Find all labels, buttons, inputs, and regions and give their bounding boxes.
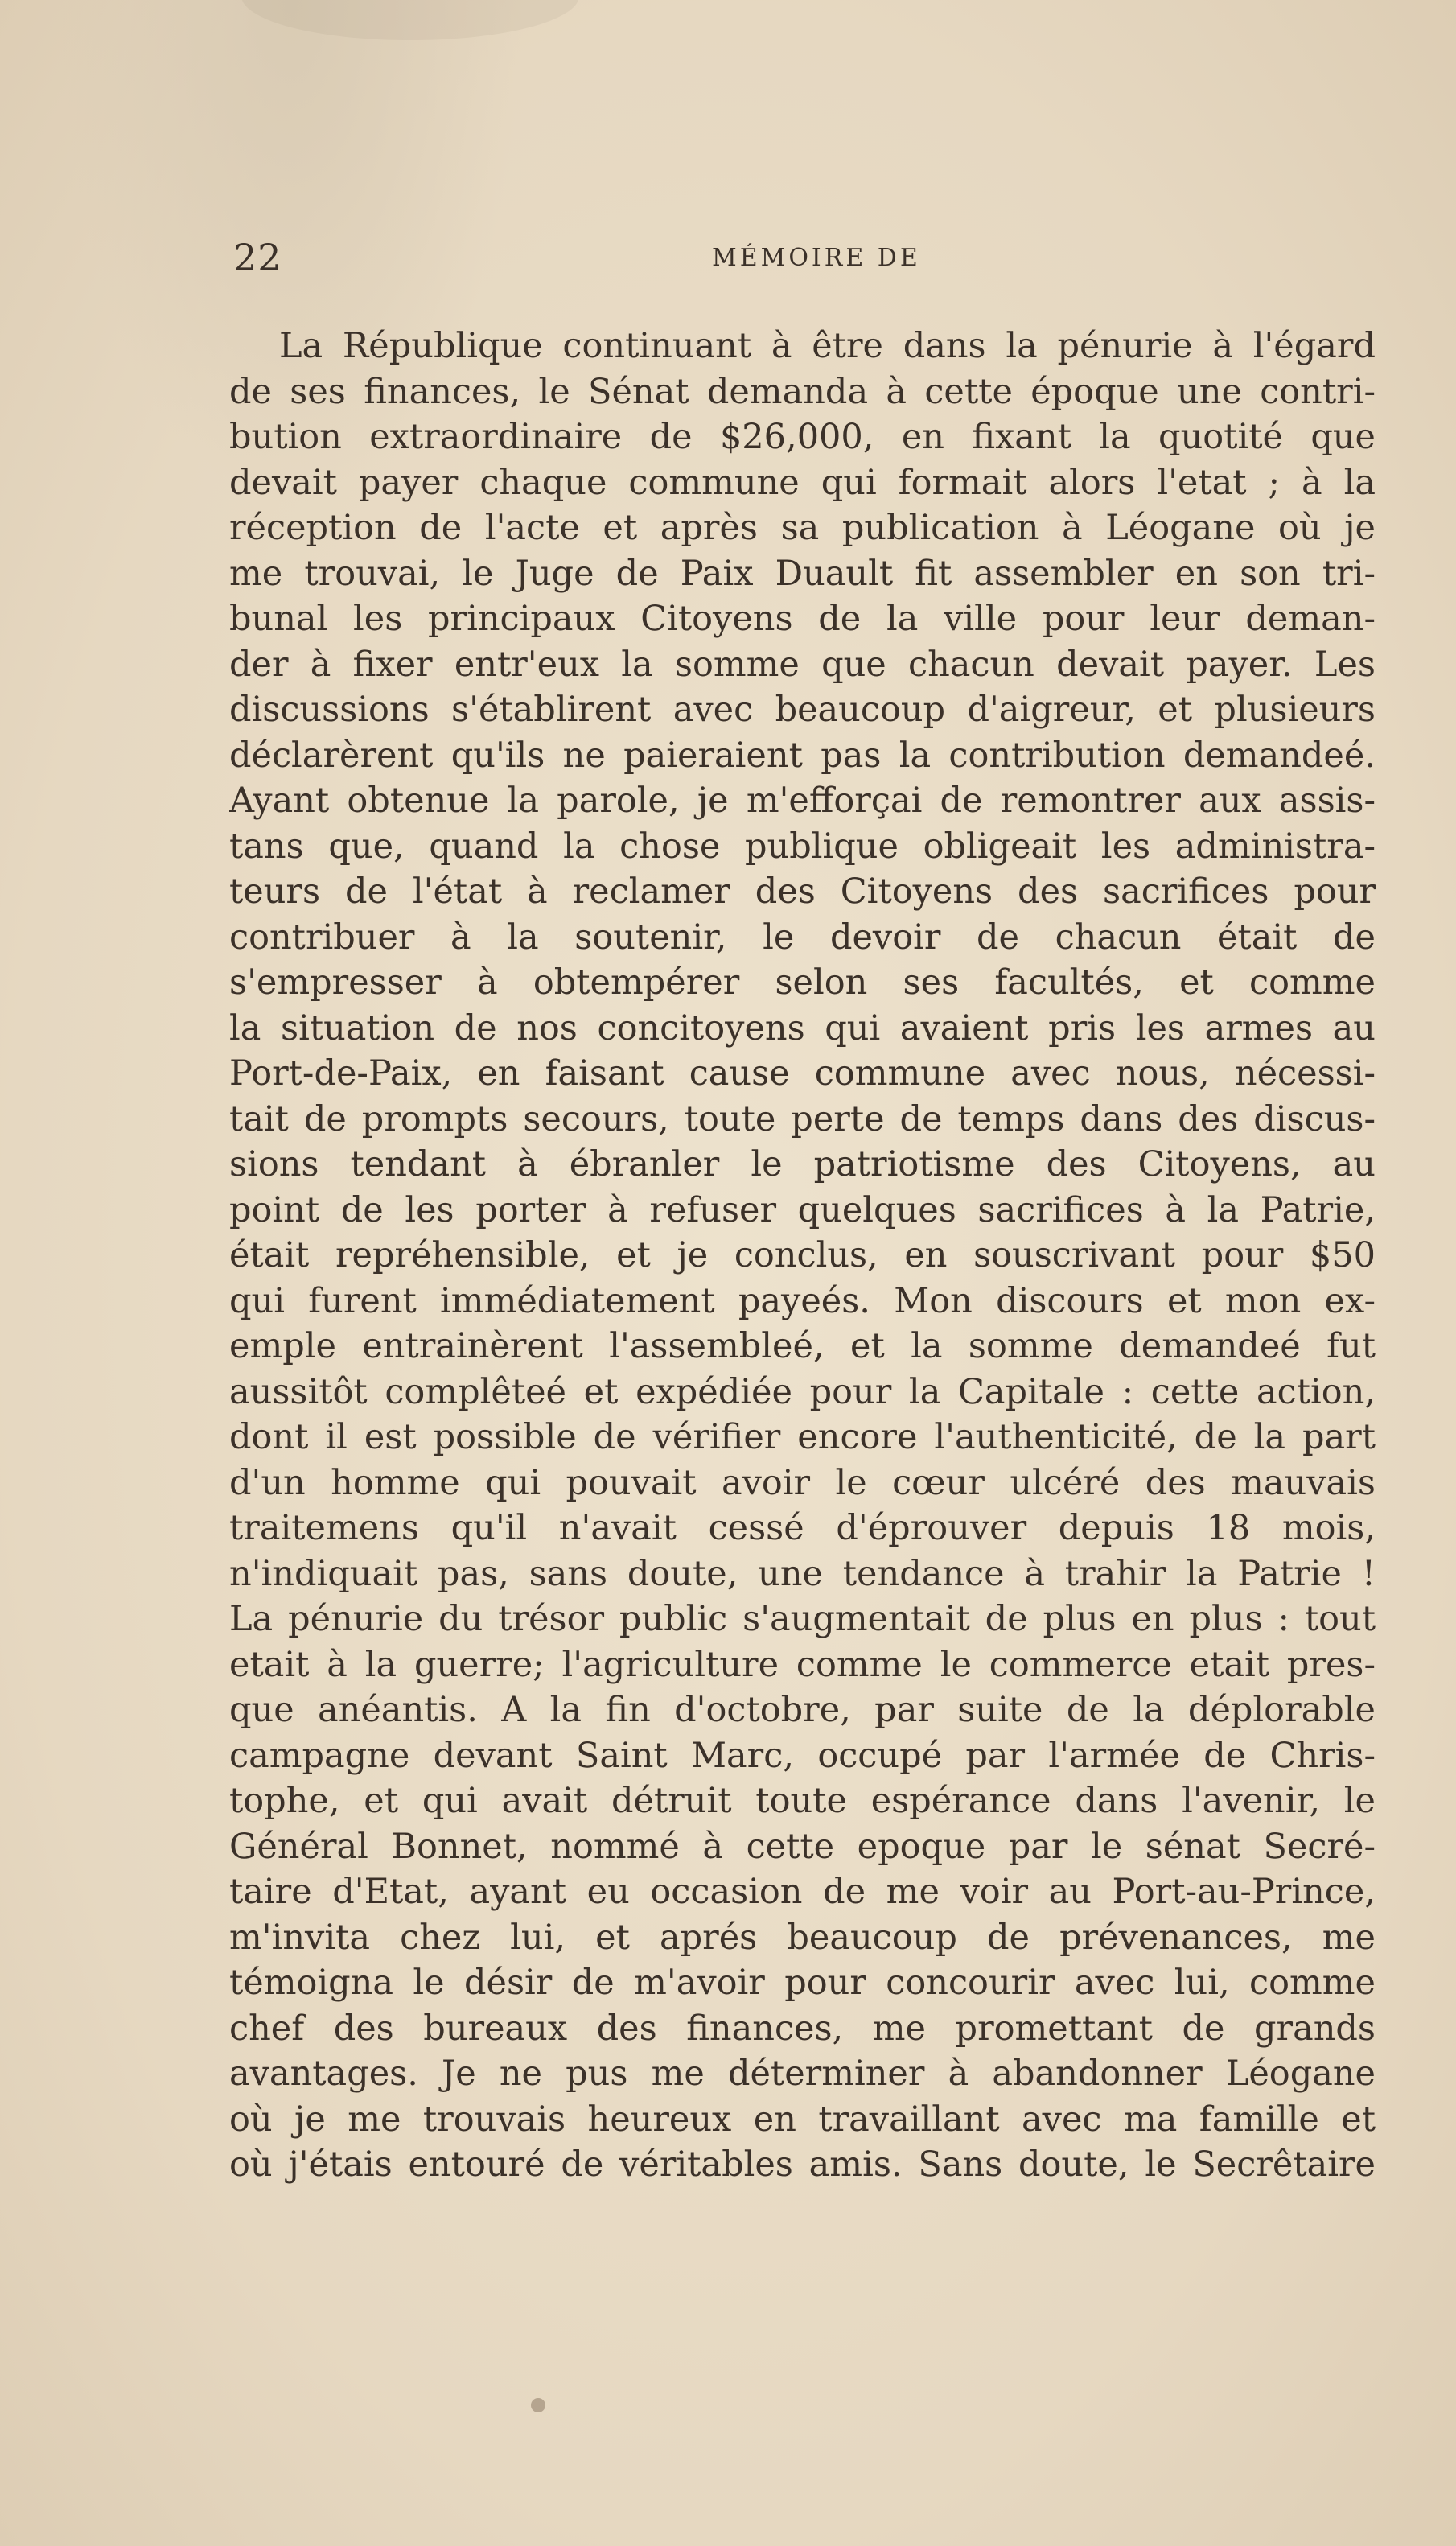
text-line: réception de l'acte et après sa publication à Léogane où je [229, 508, 1376, 548]
text-line: der à fixer entr'eux la somme que chacun devait payer. Les [229, 644, 1376, 685]
text-line: La pénurie du trésor public s'augmentait de plus en plus : tout [229, 1599, 1376, 1639]
text-line: de ses finances, le Sénat demanda à cette époque une contri- [229, 371, 1376, 412]
text-line: que anéantis. A la fin d'octobre, par suite de la déplorable [229, 1690, 1376, 1730]
page-number: 22 [233, 236, 282, 279]
text-line: traitemens qu'il n'avait cessé d'éprouver depuis 18 mois, [229, 1508, 1376, 1548]
text-line: Ayant obtenue la parole, je m'efforçai de remontrer aux assis- [229, 781, 1376, 821]
text-line: était repréhensible, et je conclus, en souscrivant pour $50 [229, 1235, 1376, 1275]
text-line: tans que, quand la chose publique obligeait les administra- [229, 826, 1376, 867]
text-line: d'un homme qui pouvait avoir le cœur ulcéré des mauvais [229, 1462, 1376, 1503]
text-line: contribuer à la soutenir, le devoir de chacun était de [229, 917, 1376, 958]
text-line: bunal les principaux Citoyens de la ville pour leur deman- [229, 599, 1376, 639]
text-line: point de les porter à refuser quelques sacrifices à la Patrie, [229, 1189, 1376, 1230]
body-text [229, 323, 1376, 2188]
text-line: etait à la guerre; l'agriculture comme le commerce etait pres- [229, 1644, 1376, 1685]
paper-stain [531, 2398, 545, 2412]
text-line: aussitôt complêteé et expédiée pour la Capitale : cette action, [229, 1371, 1376, 1412]
page-header [233, 233, 1384, 282]
text-line: La République continuant à être dans la pénurie à l'égard [279, 326, 1376, 366]
text-line: campagne devant Saint Marc, occupé par l'armée de Chris- [229, 1735, 1376, 1776]
text-line: sions tendant à ébranler le patriotisme des Citoyens, au [229, 1144, 1376, 1184]
text-line: n'indiquait pas, sans doute, une tendance à trahir la Patrie ! [229, 1553, 1376, 1594]
text-line: dont il est possible de vérifier encore l'authenticité, de la part [229, 1417, 1376, 1457]
text-line: avantages. Je ne pus me déterminer à abandonner Léogane [229, 2054, 1376, 2094]
text-line: me trouvai, le Juge de Paix Duault fit assembler en son tri- [229, 553, 1376, 594]
text-line: où j'étais entouré de véritables amis. Sans doute, le Secrêtaire [229, 2144, 1376, 2185]
text-line: teurs de l'état à reclamer des Citoyens des sacrifices pour [229, 871, 1376, 912]
text-line: taire d'Etat, ayant eu occasion de me voir au Port-au-Prince, [229, 1872, 1376, 1912]
text-line: s'empresser à obtempérer selon ses facultés, et comme [229, 962, 1376, 1003]
text-line: emple entrainèrent l'assembleé, et la somme demandeé fut [229, 1326, 1376, 1366]
text-line: tophe, et qui avait détruit toute espérance dans l'avenir, le [229, 1781, 1376, 1821]
text-line: Général Bonnet, nommé à cette epoque par le sénat Secré- [229, 1826, 1376, 1867]
text-line: tait de prompts secours, toute perte de temps dans des discus- [229, 1098, 1376, 1139]
text-line: chef des bureaux des finances, me promettant de grands [229, 2008, 1376, 2049]
text-line: qui furent immédiatement payeés. Mon discours et mon ex- [229, 1280, 1376, 1321]
text-line: bution extraordinaire de $26,000, en fixant la quotité que [229, 417, 1376, 457]
text-line: m'invita chez lui, et aprés beaucoup de prévenances, me [229, 1917, 1376, 1958]
text-line: témoigna le désir de m'avoir pour concourir avec lui, comme [229, 1963, 1376, 2003]
paper-stain [241, 0, 579, 40]
text-line: devait payer chaque commune qui formait alors l'etat ; à la [229, 462, 1376, 503]
running-title: MÉMOIRE DE [712, 244, 921, 272]
text-line: déclarèrent qu'ils ne paieraient pas la contribution demandeé. [229, 735, 1376, 776]
text-line: Port-de-Paix, en faisant cause commune avec nous, nécessi- [229, 1053, 1376, 1094]
text-line: discussions s'établirent avec beaucoup d'aigreur, et plusieurs [229, 690, 1376, 730]
text-line: où je me trouvais heureux en travaillant avec ma famille et [229, 2099, 1376, 2140]
text-line: la situation de nos concitoyens qui avaient pris les armes au [229, 1007, 1376, 1048]
